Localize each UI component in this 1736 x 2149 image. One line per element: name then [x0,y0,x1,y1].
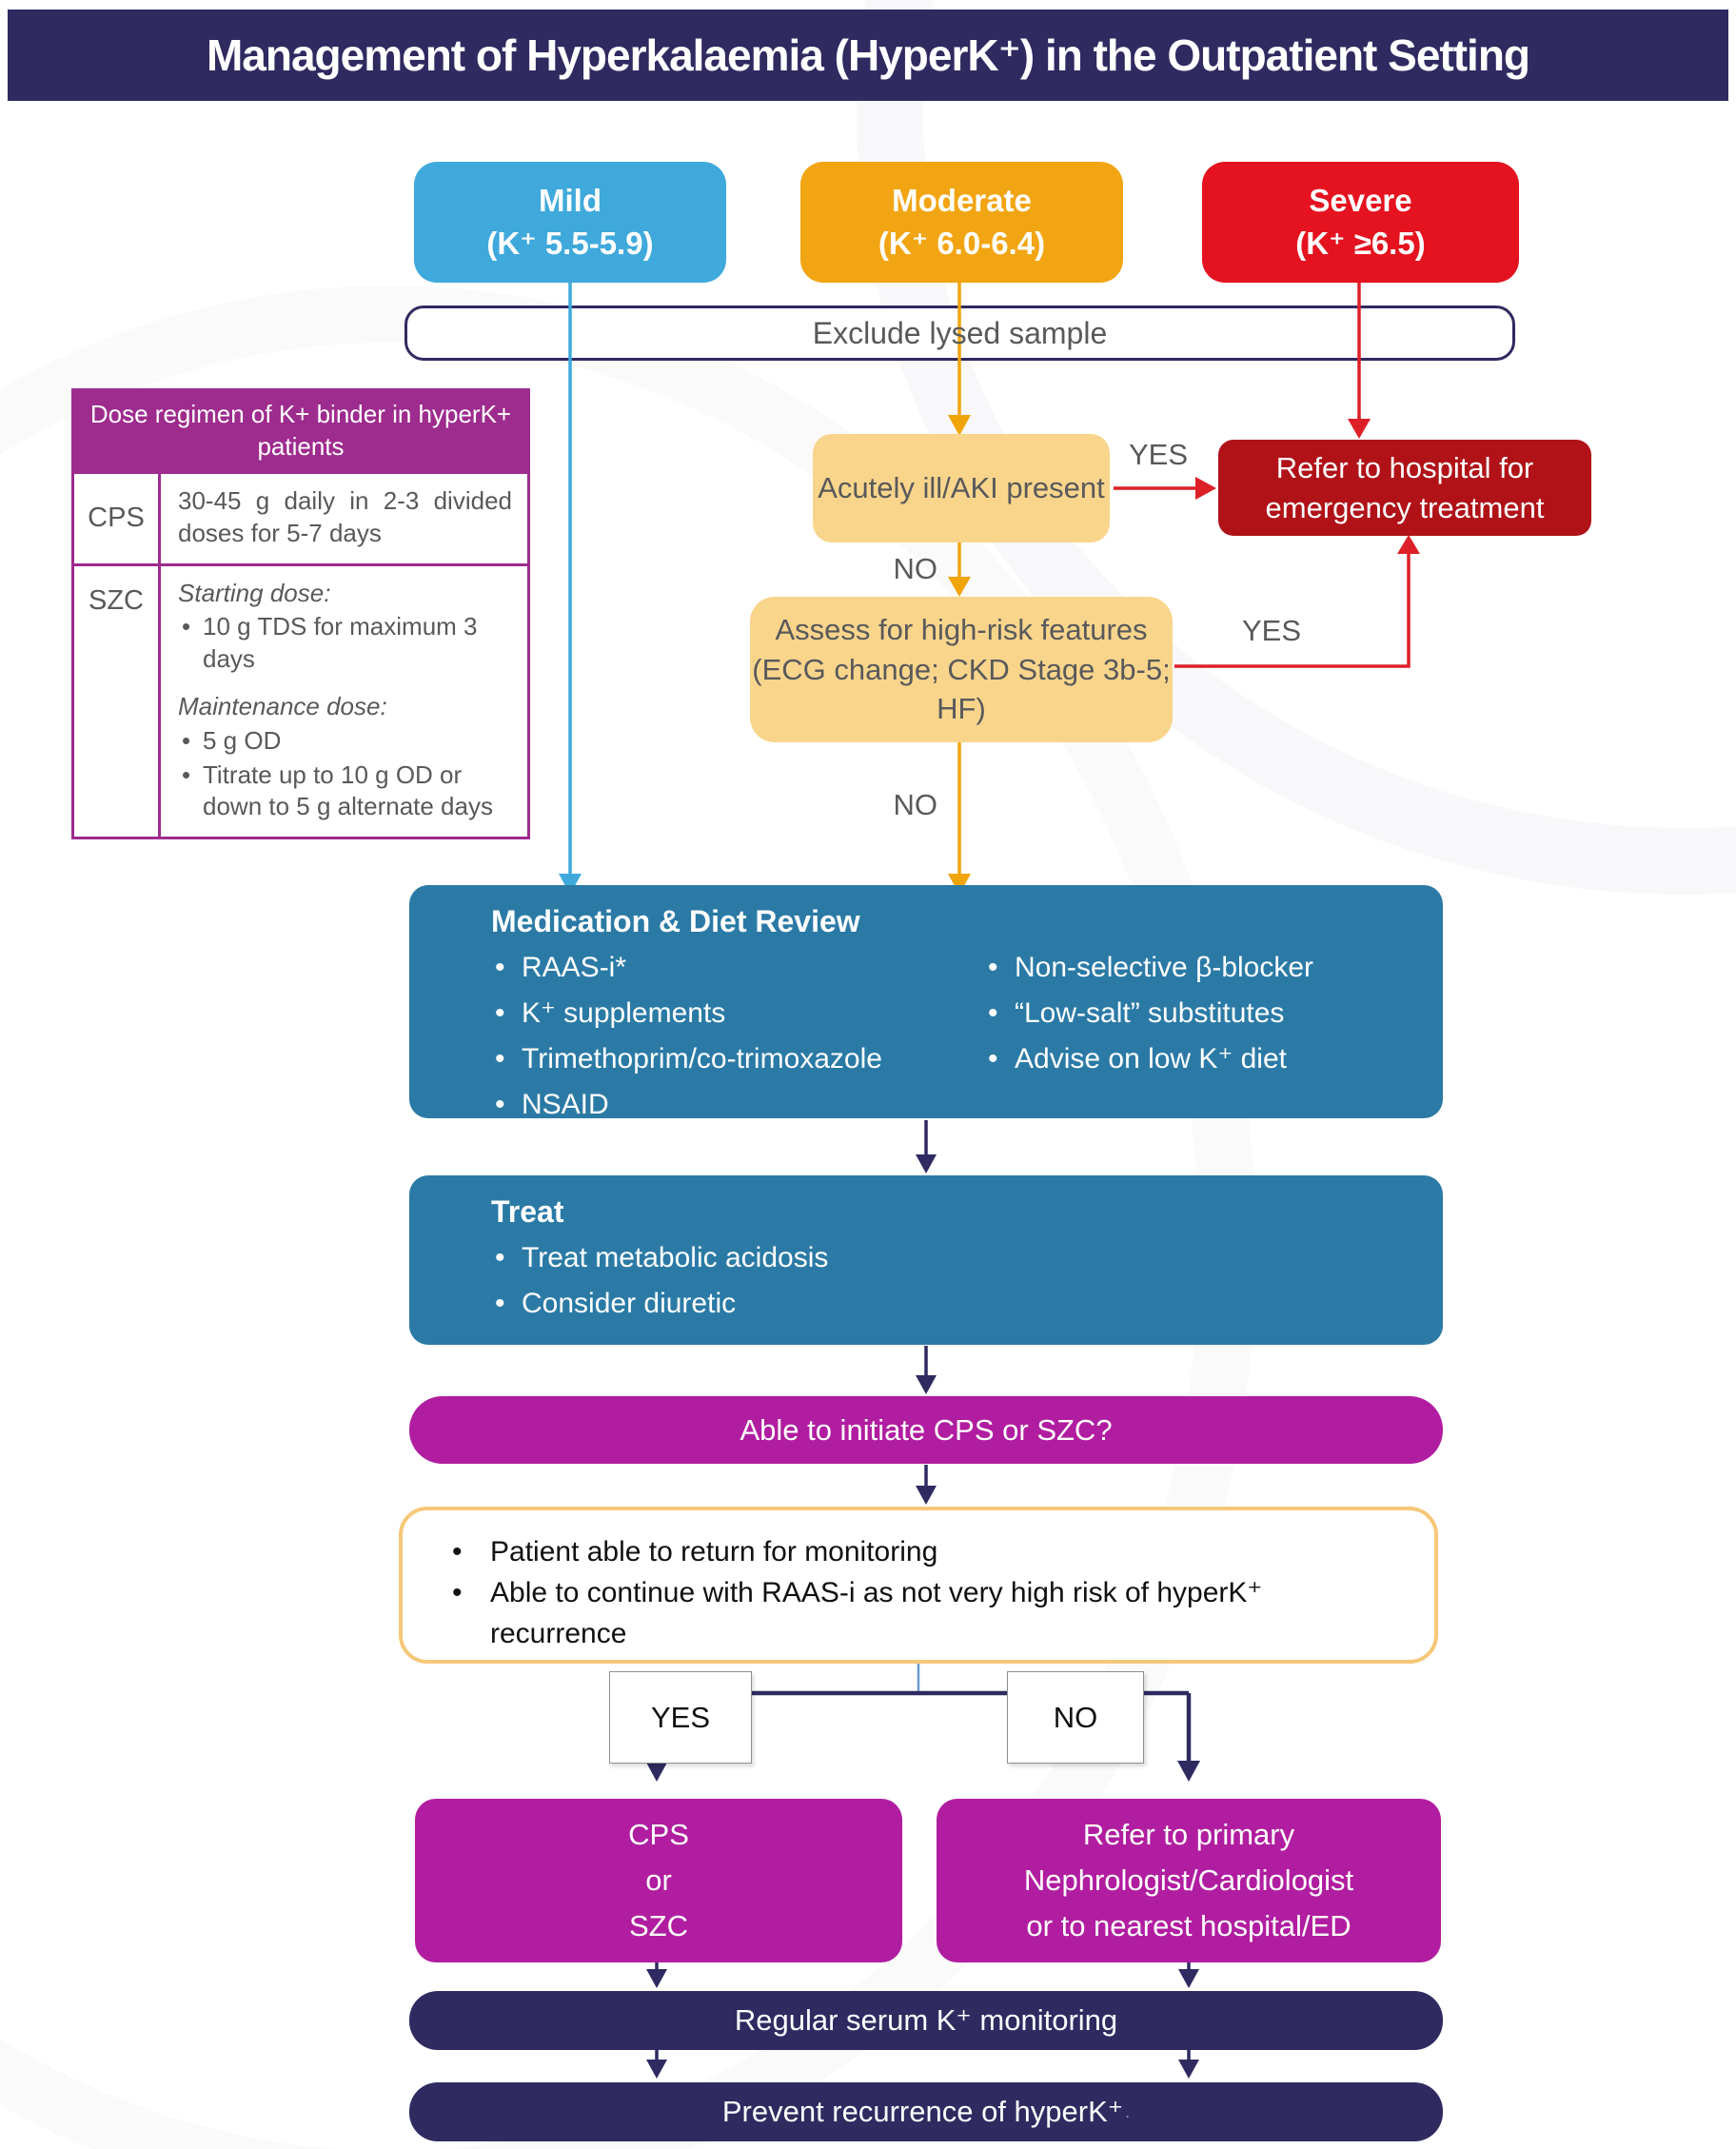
arrowhead-navy [1178,2060,1199,2079]
exclude-lysed-sample-label: Exclude lysed sample [812,315,1108,350]
criteria-item: • Patient able to return for monitoring [403,1531,1434,1572]
maintenance-dose-bullet: • 5 g OD [178,725,512,758]
treat-item: • Consider diuretic [491,1281,984,1327]
page-title-text: Management of Hyperkalaemia (HyperK⁺) in the Outpatient Setting [206,30,1530,80]
starting-dose-label: Starting dose: [178,578,331,607]
branch-no-box: NO [1007,1671,1144,1764]
criteria-box [399,1507,1438,1664]
treat-item: • Treat metabolic acidosis [491,1235,984,1281]
outcome-line: Nephrologist/Cardiologist [1023,1863,1354,1897]
prevent-bar [409,2082,1443,2141]
treat-box [409,1175,1443,1345]
yes-label-2: YES [1242,614,1302,647]
monitor-label: Regular serum K⁺ monitoring [734,2003,1118,2037]
dose-table-header: Dose regimen of K+ binder in hyperK+ patients [74,391,527,471]
maintenance-dose-bullet: • Titrate up to 10 g OD or down to 5 g alternate days [178,759,512,824]
med-review-item: • Advise on low K⁺ diet [984,1036,1313,1082]
yes-label-1: YES [1129,438,1189,471]
acutely-ill-box: Acutely ill/AKI present [813,434,1110,542]
medication-review-title: Medication & Diet Review [491,904,860,938]
drug-label-szc: SZC [74,566,161,838]
arrowhead-navy [1178,1969,1199,1988]
page-title [8,10,1728,101]
cps-szc-box [415,1799,902,1962]
outcome-line: or to nearest hospital/ED [1026,1909,1351,1943]
dose-regimen-table [71,388,530,839]
outcome-line: CPS [628,1817,689,1851]
branch-yes-box: YES [609,1671,752,1764]
outcome-line: Refer to primary [1082,1817,1295,1851]
severity-box-severe [1202,162,1519,283]
arrowhead-navy [1177,1761,1200,1782]
refer-primary-box [937,1799,1441,1962]
assess-high-risk-box: Assess for high-risk features (ECG change; CKD Stage 3b-5; HF) [750,597,1173,742]
prevent-label: Prevent recurrence of hyperK⁺ [721,2095,1124,2128]
med-review-item: • Non-selective β-blocker [984,945,1313,991]
initiate-question-bar: Able to initiate CPS or SZC? [409,1396,1443,1464]
severity-box-mild [414,162,726,283]
prevent-dot: . [1125,2101,1131,2121]
refer-hospital-box: Refer to hospital for emergency treatment [1218,440,1591,536]
severity-label: Moderate [892,182,1032,218]
severity-range: (K⁺ ≥6.5) [1295,225,1426,261]
severity-range: (K⁺ 5.5-5.9) [486,225,654,261]
med-review-item: • RAAS-i* [491,945,984,991]
severity-label: Severe [1309,182,1412,218]
med-review-item: • Trimethoprim/co-trimoxazole [491,1036,984,1082]
criteria-item: • Able to continue with RAAS-i as not very high risk of hyperK⁺ recurrence [403,1572,1434,1654]
drug-label-cps: CPS [74,474,161,563]
outcome-line: SZC [629,1909,688,1943]
med-review-item: • NSAID [491,1082,984,1128]
severity-range: (K⁺ 6.0-6.4) [878,225,1046,261]
med-review-item: • K⁺ supplements [491,991,984,1036]
outcome-line: or [645,1863,672,1897]
no-label-1: NO [893,552,937,585]
starting-dose-bullet: • 10 g TDS for maximum 3 days [178,611,512,676]
maintenance-dose-label: Maintenance dose: [178,691,387,720]
table-row-szc [74,563,527,838]
cps-dose-text: 30-45 g daily in 2-3 divided doses for 5-7 days [178,486,512,547]
table-row-cps [74,471,527,563]
med-review-item: • “Low-salt” substitutes [984,991,1313,1036]
monitor-bar [409,1991,1443,2050]
no-label-2: NO [893,788,937,821]
medication-diet-review-box [409,885,1443,1118]
severity-box-moderate [800,162,1123,283]
severity-label: Mild [539,182,602,218]
treat-title: Treat [491,1194,564,1229]
